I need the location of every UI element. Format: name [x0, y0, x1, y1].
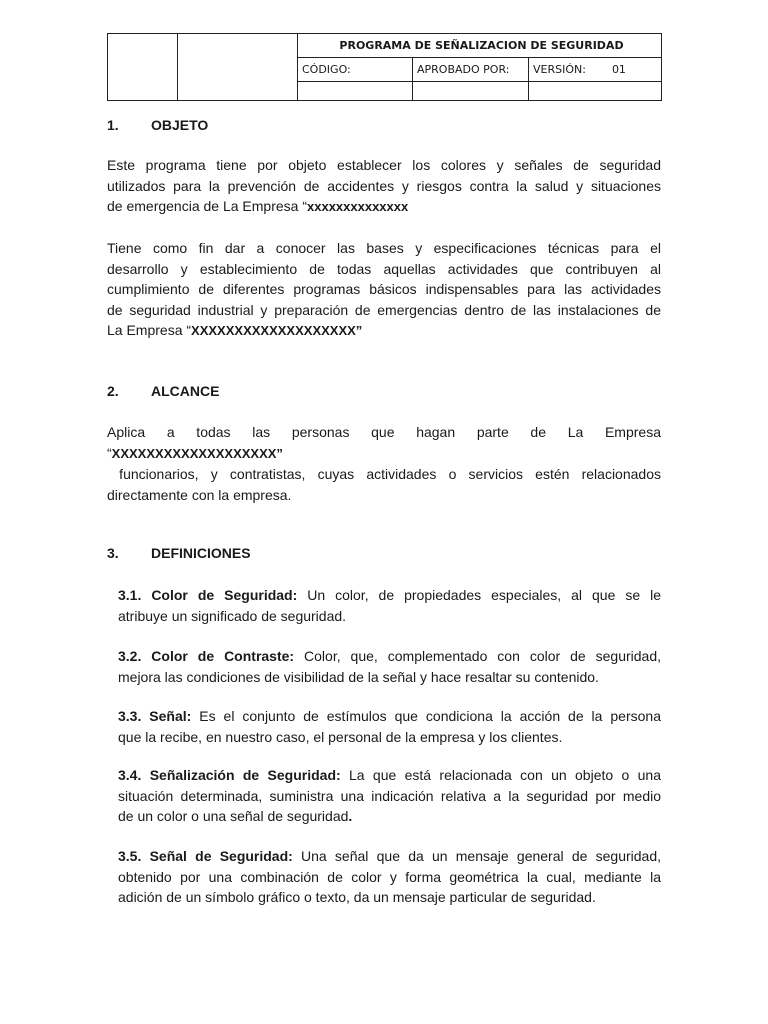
definition-item	[118, 585, 661, 626]
logo-cell	[108, 34, 178, 101]
text-line: cumplimiento de diferentes programas básicos indispensables para las actividades	[107, 281, 661, 297]
definition-item	[118, 765, 661, 827]
document-title: PROGRAMA DE SEÑALIZACION DE SEGURIDAD	[298, 34, 662, 58]
objeto-paragraph-2	[107, 238, 661, 342]
section-number: 3.	[107, 545, 119, 561]
text-line	[118, 806, 661, 827]
version-value: 01	[611, 63, 626, 77]
text-line	[107, 320, 661, 342]
text-line	[118, 765, 661, 786]
company-placeholder: xxxxxxxxxxxxxx	[307, 199, 409, 214]
text-line: utilizados para la prevención de accidentes y riesgos contra la salud y situaciones	[107, 177, 661, 194]
definition-item	[118, 846, 661, 908]
section-heading-alcance	[107, 383, 219, 399]
company-cell	[178, 34, 298, 101]
text-line: adición de un símbolo gráfico o texto, da un mensaje particular de seguridad.	[118, 889, 596, 905]
text-line: mejora las condiciones de visibilidad de la señal y hace resaltar su contenido.	[118, 668, 599, 685]
codigo-value	[298, 81, 413, 100]
text-line: de seguridad industrial y preparación de emergencias dentro de las instalaciones de	[107, 301, 661, 318]
section-number: 1.	[107, 117, 119, 133]
definition-term: 3.4. Señalización de Seguridad:	[118, 767, 341, 783]
section-title: OBJETO	[151, 117, 209, 133]
text-line: obtenido por una combinación de color y forma geométrica la cual, mediante la	[118, 868, 661, 885]
text-fragment: La Empresa “	[107, 322, 192, 338]
text-line: que la recibe, en nuestro caso, el personal de la empresa y los clientes.	[118, 728, 563, 745]
section-title: ALCANCE	[151, 383, 220, 399]
section-heading-definiciones	[107, 545, 251, 561]
text-fragment: Es el conjunto de estímulos que condiciona la acción de la persona	[191, 708, 661, 724]
definition-item	[118, 706, 661, 747]
section-heading-objeto	[107, 117, 208, 133]
text-fragment: Un color, de propiedades especiales, al que se le	[297, 587, 661, 603]
definition-term: 3.3. Señal:	[118, 708, 192, 724]
version-cell	[529, 58, 662, 81]
version-label: VERSIÓN:	[533, 63, 586, 77]
text-fragment: Color, que, complementado con color de seguridad,	[294, 648, 662, 664]
text-line	[107, 196, 661, 218]
text-line: Tiene como fin dar a conocer las bases y especificaciones técnicas para el	[107, 240, 661, 256]
definition-term: 3.1. Color de Seguridad:	[118, 587, 298, 603]
section-number: 2.	[107, 383, 119, 399]
text-line	[118, 585, 661, 606]
text-line: directamente con la empresa.	[107, 486, 292, 503]
text-line: desarrollo y establecimiento de todas aquellas actividades que contribuyen al	[107, 260, 661, 277]
definition-item	[118, 646, 661, 687]
text-line	[118, 646, 661, 667]
text-fragment: de emergencia de La Empresa “	[107, 198, 307, 214]
aprobado-value	[413, 81, 529, 100]
company-placeholder: XXXXXXXXXXXXXXXXXXX”	[111, 445, 283, 461]
text-line: atribuye un significado de seguridad.	[118, 607, 347, 624]
text-fragment: Una señal que da un mensaje general de seguridad,	[292, 848, 661, 864]
text-fragment: de un color o una señal de seguridad	[118, 808, 349, 824]
section-title: DEFINICIONES	[151, 545, 251, 561]
aprobado-label: APROBADO POR:	[413, 58, 529, 81]
definition-term: 3.2. Color de Contraste:	[118, 648, 295, 664]
company-placeholder: XXXXXXXXXXXXXXXXXXX”	[191, 323, 363, 338]
text-fragment: “	[107, 444, 112, 461]
text-line: funcionarios, y contratistas, cuyas actividades o servicios estén relacionados	[107, 466, 661, 482]
version-empty	[529, 81, 662, 100]
text-line: Este programa tiene por objeto establecer los colores y señales de seguridad	[107, 157, 661, 173]
text-fragment: La que está relacionada con un objeto o una	[340, 767, 661, 783]
text-line: situación determinada, suministra una indicación relativa a la seguridad por medio	[118, 787, 661, 804]
alcance-paragraph	[107, 422, 661, 505]
document-header-table	[107, 33, 662, 101]
codigo-label: CÓDIGO:	[298, 58, 413, 81]
text-line	[118, 706, 661, 727]
text-line	[107, 443, 661, 465]
definition-term: 3.5. Señal de Seguridad:	[118, 848, 293, 864]
text-line: Aplica a todas las personas que hagan parte de La Empresa	[107, 424, 661, 440]
objeto-paragraph-1	[107, 155, 661, 218]
text-fragment: .	[348, 808, 353, 824]
text-line	[118, 846, 661, 867]
